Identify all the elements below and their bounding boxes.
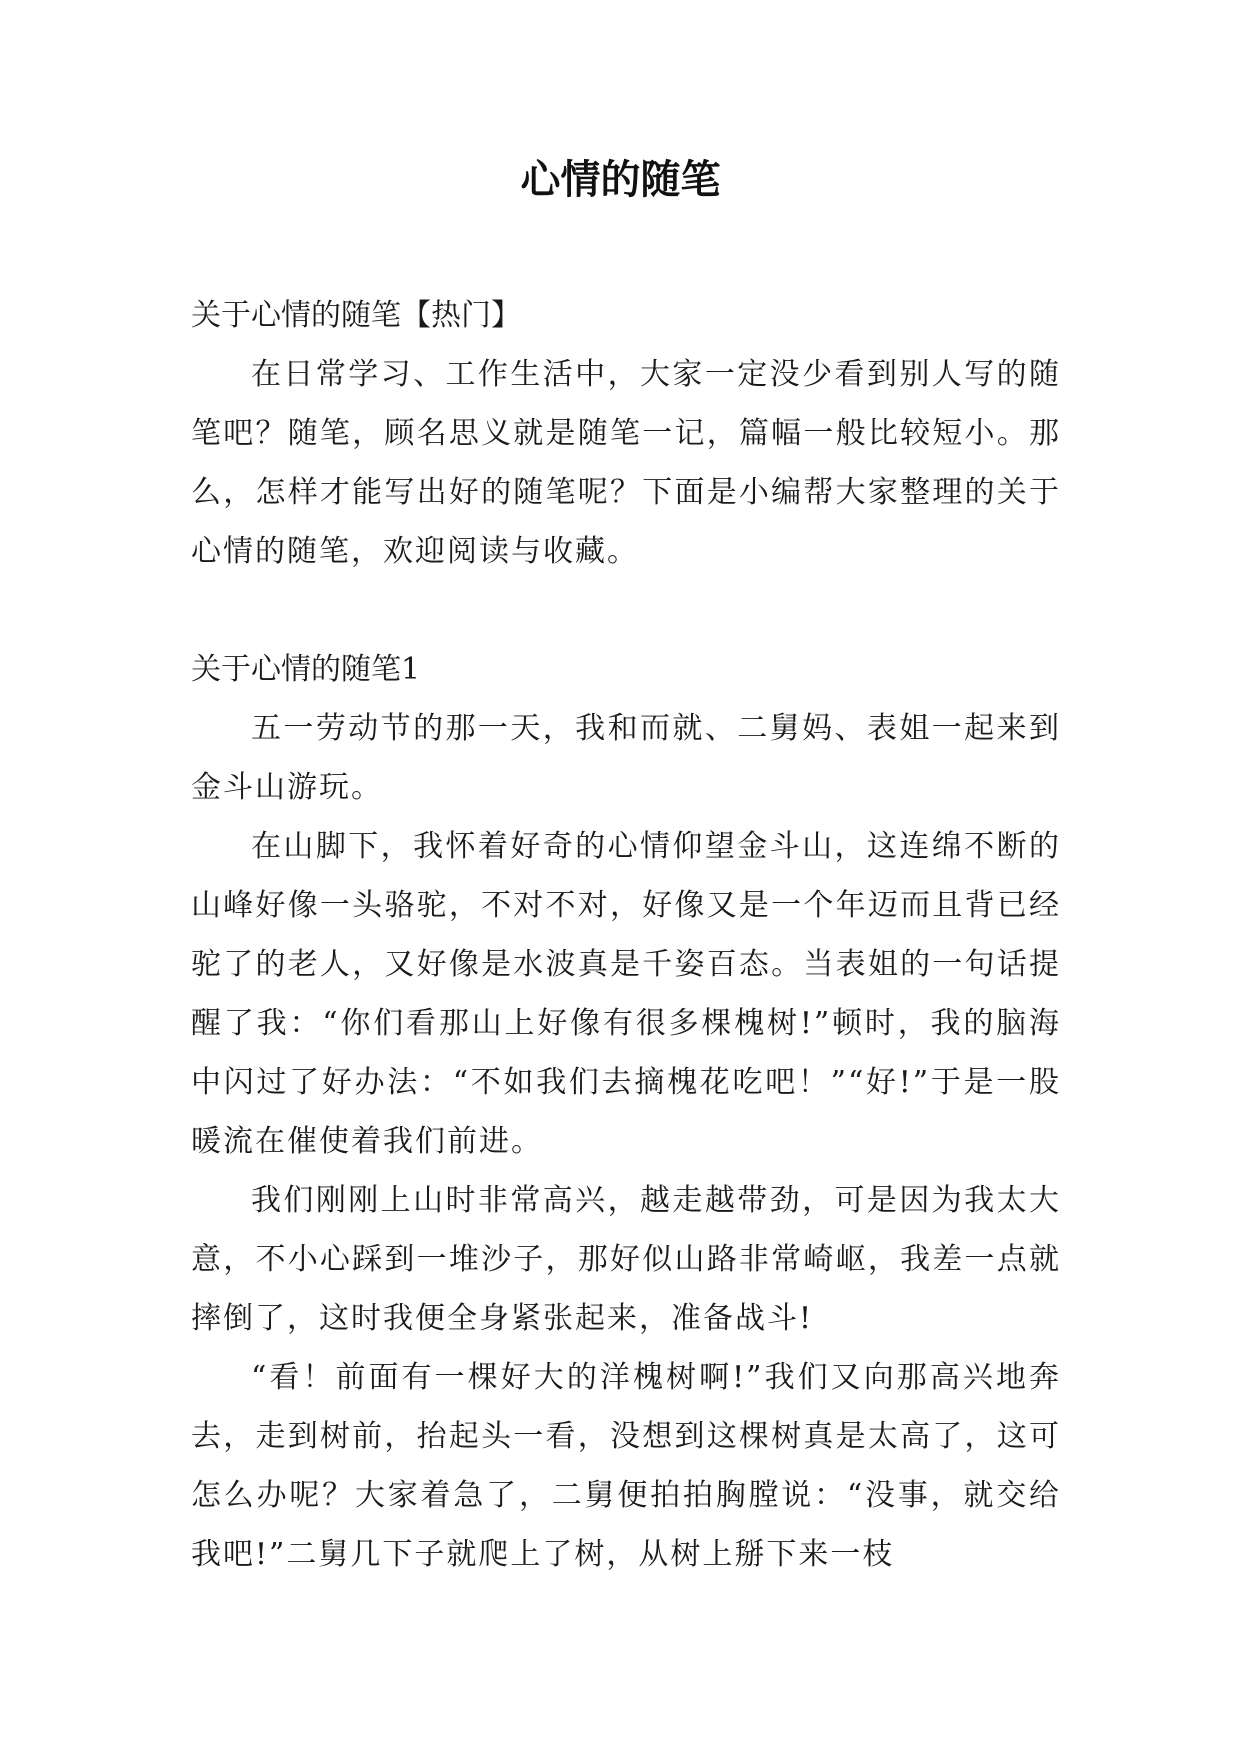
intro-heading: 关于心情的随笔【热门】 xyxy=(191,298,521,333)
document-body xyxy=(191,286,1061,1584)
section-spacer xyxy=(191,581,1061,640)
section1-paragraph-1: 五一劳动节的那一天，我和而就、二舅妈、表姐一起来到金斗山游玩。 xyxy=(191,711,1061,805)
section1-heading: 关于心情的随笔1 xyxy=(191,652,421,687)
section1-paragraph-2: 在山脚下，我怀着好奇的心情仰望金斗山，这连绵不断的山峰好像一头骆驼，不对不对，好像又是一个年迈而且背已经驼了的老人，又好像是水波真是千姿百态。当表姐的一句话提醒了我：“你们看那山上好像有很多棵槐树!”顿时，我的脑海中闪过了好办法：“不如我们去摘槐花吃吧！”“好!”于是一股暖流在催使着我们前进。 xyxy=(191,829,1061,1159)
intro-paragraph: 在日常学习、工作生活中，大家一定没少看到别人写的随笔吧？随笔，顾名思义就是随笔一记，篇幅一般比较短小。那么，怎样才能写出好的随笔呢？下面是小编帮大家整理的关于心情的随笔，欢迎阅读与收藏。 xyxy=(191,357,1061,569)
section1-paragraph-4: “看！前面有一棵好大的洋槐树啊!”我们又向那高兴地奔去，走到树前，抬起头一看，没想到这棵树真是太高了，这可怎么办呢？大家着急了，二舅便拍拍胸膛说：“没事，就交给我吧!”二舅几下子就爬上了树，从树上掰下来一枝 xyxy=(191,1360,1061,1572)
section1-paragraph-3: 我们刚刚上山时非常高兴，越走越带劲，可是因为我太大意，不小心踩到一堆沙子，那好似山路非常崎岖，我差一点就摔倒了，这时我便全身紧张起来，准备战斗! xyxy=(191,1183,1061,1336)
document-title: 心情的随笔 xyxy=(520,157,721,203)
